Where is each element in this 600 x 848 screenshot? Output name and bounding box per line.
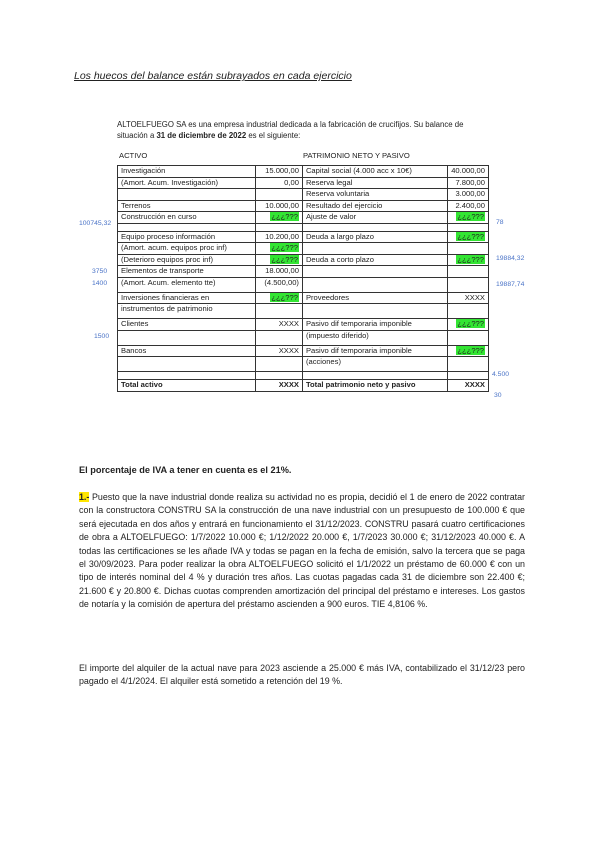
cell-text: ¿¿¿??? [271,254,298,264]
cell-text: XXXX [464,292,485,302]
cell-text: Construcción en curso [121,212,197,221]
table-row [118,254,489,266]
cell-pasivo-value [447,200,488,212]
cell-activo-value [256,330,303,345]
intro-text-1: ALTOELFUEGO SA es una empresa industrial dedicada a la fabricación de crucifijos. Su balance de situación a [117,120,464,140]
cell-pasivo-label [302,166,447,178]
cell-text: XXXX [278,319,299,328]
cell-text: Elementos de transporte [121,266,204,275]
cell-text: XXXX [278,345,299,355]
cell-pasivo-value [447,266,488,278]
table-row [118,177,489,189]
cell-text: (Amort. Acum. elemento tte) [121,277,216,287]
cell-activo-label [118,243,256,255]
table-row [118,319,489,331]
table-row [118,266,489,278]
table-row [118,243,489,255]
note-deuda-lp: 19884,32 [496,255,525,262]
table-row [118,372,489,380]
paragraph-2: El importe del alquiler de la actual nave para 2023 asciende a 25.000 € más IVA, contabilizado el 31/12/23 pero pagado el 4/1/2024. El alquiler está sometido a retención del 19 %. [79,663,525,687]
cell-text: Reserva voluntaria [305,189,370,198]
cell-pasivo-label [302,231,447,243]
total-row [118,380,489,392]
cell-text: 10.000,00 [265,200,299,210]
cell-text: Equipo proceso información [121,231,216,241]
cell-text: (Amort. Acum. Investigación) [121,177,219,187]
cell-activo-value [256,189,303,201]
note-inversiones: 1500 [94,333,110,340]
total-activo-value: XXXX [256,380,303,392]
cell-pasivo-label [302,357,447,372]
table-row [118,223,489,231]
cell-activo-label [118,304,256,319]
cell-activo-label [118,177,256,189]
table-row [118,304,489,319]
cell-activo-value [256,212,303,224]
cell-pasivo-label [302,177,447,189]
note-deuda-cp: 19887,74 [496,281,525,288]
cell-pasivo-value [447,254,488,266]
table-row [118,189,489,201]
cell-text: 3.000,00 [455,189,485,198]
note-acciones: 30 [494,392,502,399]
cell-activo-label [118,292,256,304]
cell-text: Reserva legal [305,177,353,187]
cell-text: Pasivo dif temporaria imponible [305,345,412,355]
intro-date: 31 de diciembre de 2022 [156,131,247,140]
pasivo-header: PATRIMONIO NETO Y PASIVO [303,151,410,160]
cell-activo-label [118,345,256,357]
table-row [118,330,489,345]
cell-pasivo-label [302,304,447,319]
cell-text: ¿¿¿??? [457,212,484,221]
cell-activo-label [118,330,256,345]
intro-text-2: es el siguiente: [246,131,301,140]
cell-text: Inversiones financieras en [121,292,210,302]
cell-activo-label [118,357,256,372]
cell-activo-value [256,223,303,231]
cell-text: Investigación [121,166,166,175]
cell-text: 10.200,00 [265,231,299,241]
cell-pasivo-label [302,319,447,331]
cell-pasivo-label [302,200,447,212]
cell-activo-value [256,166,303,178]
cell-text: 40.000,00 [451,166,485,175]
cell-pasivo-value [447,223,488,231]
cell-pasivo-label [302,254,447,266]
cell-text: 7.800,00 [455,177,485,187]
cell-text: 0,00 [284,177,299,187]
cell-pasivo-value [447,177,488,189]
total-pasivo-value: XXXX [447,380,488,392]
cell-activo-value [256,277,303,292]
cell-pasivo-value [447,212,488,224]
cell-text: Terrenos [121,200,151,210]
cell-pasivo-value [447,231,488,243]
cell-text: instrumentos de patrimonio [121,304,213,313]
note-construccion: 100745,32 [79,220,112,227]
cell-text: ¿¿¿??? [457,319,484,328]
paragraph-1-text: Puesto que la nave industrial donde realiza su actividad no es propia, decidió el 1 de enero de 2022 contratar con la constructora CONSTRU SA la construcción de una nave industrial con un presupuesto de 100.000 € que será ejecutada en dos años y entrará en funcionamiento el 31/12/2023. CONSTRU pasará cuatro certificaciones de obra a ALTOELFUEGO: 1/7/2022 10.000 €; 1/12/2022 20.000 €, 1/7/2023 30.000 €; 31/12/2023 40.000 €. A todas las certificaciones se les añade IVA y todas se pagan en la fecha de emisión, salvo la tercera que se paga el 30/09/2023. Para poder realizar la obra ALTOELFUEGO solicitó el 1/1/2022 un préstamo de 60.000 € con un tipo de interés nominal del 4 % y duración tres años. Las cuotas pagadas cada 31 de diciembre son 22.400 €; 21.600 € y 20.800 €. Dichas cuotas comprenden amortización del principal del préstamo e intereses. Los gastos de notaría y la comisión de apertura del préstamo ascienden a 900 euros. TIE 4,8106 %. [79,492,525,610]
cell-text: Bancos [121,345,147,355]
cell-activo-value [256,254,303,266]
cell-pasivo-value [447,345,488,357]
table-row [118,166,489,178]
cell-text: Proveedores [305,292,350,302]
cell-pasivo-value [447,292,488,304]
balance-table [117,165,489,392]
table-row [118,277,489,292]
table-row [118,200,489,212]
cell-activo-label [118,319,256,331]
cell-activo-value [256,243,303,255]
cell-activo-label [118,166,256,178]
cell-activo-value [256,304,303,319]
table-row [118,292,489,304]
cell-activo-value [256,177,303,189]
note-amort-equipos: 3750 [92,268,108,275]
cell-pasivo-label [302,223,447,231]
cell-activo-label [118,189,256,201]
paragraph-1 [79,491,525,612]
cell-pasivo-label [302,330,447,345]
total-activo-label: Total activo [118,380,256,392]
cell-text: ¿¿¿??? [457,254,484,264]
cell-text: Deuda a corto plazo [305,254,374,264]
cell-text: (impuesto diferido) [305,330,369,340]
cell-text: 2.400,00 [455,200,485,210]
cell-pasivo-label [302,266,447,278]
cell-text: Resultado del ejercicio [305,200,383,210]
cell-activo-value [256,292,303,304]
cell-activo-value [256,231,303,243]
cell-activo-label [118,266,256,278]
total-pasivo-label: Total patrimonio neto y pasivo [302,380,447,392]
table-row [118,212,489,224]
cell-text: (acciones) [305,357,341,366]
cell-text: Deuda a largo plazo [305,231,374,241]
cell-activo-value [256,357,303,372]
cell-text: 18.000,00 [265,266,299,275]
cell-text: Ajuste de valor [305,212,357,221]
table-row [118,345,489,357]
cell-pasivo-label [302,345,447,357]
cell-text: Clientes [121,319,149,328]
intro-paragraph [117,119,489,141]
cell-pasivo-label [302,212,447,224]
cell-pasivo-label [302,243,447,255]
cell-pasivo-value [447,304,488,319]
cell-activo-value [256,200,303,212]
cell-text: Pasivo dif temporaria imponible [305,319,412,328]
cell-activo-value [256,319,303,331]
note-deterioro: 1400 [92,280,108,287]
cell-text: ¿¿¿??? [457,345,484,355]
cell-text: (Amort. acum. equipos proc inf) [121,243,227,252]
cell-pasivo-label [302,277,447,292]
cell-text: ¿¿¿??? [271,292,298,302]
table-row [118,231,489,243]
table-row [118,357,489,372]
cell-activo-label [118,200,256,212]
cell-pasivo-label [302,189,447,201]
cell-text: 15.000,00 [265,166,299,175]
cell-text: ¿¿¿??? [271,243,298,252]
activo-header: ACTIVO [119,151,148,160]
cell-pasivo-label [302,292,447,304]
cell-pasivo-value [447,277,488,292]
cell-pasivo-value [447,319,488,331]
cell-activo-label [118,212,256,224]
cell-text: ¿¿¿??? [271,212,298,221]
cell-activo-value [256,345,303,357]
cell-activo-label [118,277,256,292]
cell-pasivo-value [447,243,488,255]
page-title: Los huecos del balance están subrayados en cada ejercicio [74,70,352,82]
note-impuesto-diferido: 4.500 [492,371,510,378]
cell-text: ¿¿¿??? [457,231,484,241]
cell-activo-label [118,231,256,243]
cell-activo-label [118,223,256,231]
cell-pasivo-value [447,357,488,372]
cell-text: (Deterioro equipos proc inf) [121,254,214,264]
iva-statement: El porcentaje de IVA a tener en cuenta es el 21%. [79,465,292,475]
cell-pasivo-value [447,189,488,201]
cell-activo-label [118,254,256,266]
cell-pasivo-value [447,330,488,345]
paragraph-number: 1.- [79,492,90,502]
cell-text: (4.500,00) [264,277,299,287]
cell-pasivo-value [447,166,488,178]
cell-text: Capital social (4.000 acc x 10€) [305,166,412,175]
cell-activo-value [256,266,303,278]
note-ajuste-valor: 78 [496,219,504,226]
